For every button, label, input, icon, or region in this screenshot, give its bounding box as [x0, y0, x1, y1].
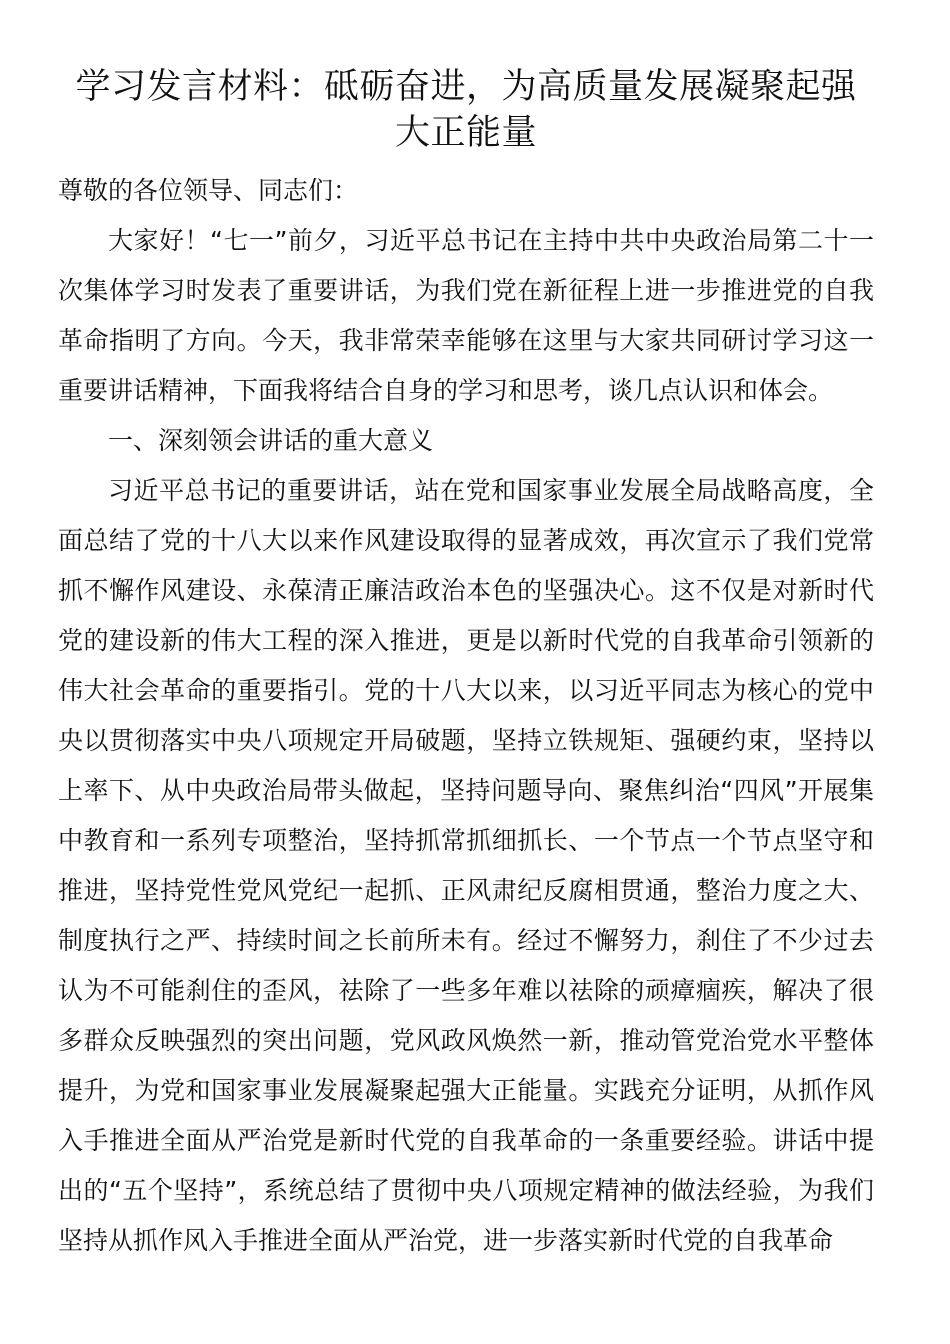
section-heading-1: 一、深刻领会讲话的重大意义: [108, 426, 434, 455]
salutation: 尊敬的各位领导、同志们：: [58, 176, 359, 205]
document-title: 学习发言材料：砥砺奋进，为高质量发展凝聚起强大正能量: [75, 67, 857, 153]
section-body-1: 习近平总书记的重要讲话，站在党和国家事业发展全局战略高度，全面总结了党的十八大以来作风建设取得的显著成效，再次宣示了我们党常抓不懈作风建设、永葆清正廉洁政治本色的坚强决心。这不仅是对新时代党的建设新的伟大工程的深入推进，更是以新时代党的自我革命引领新的伟大社会革命的重要指引。党的十八大以来，以习近平同志为核心的党中央以贯彻落实中央八项规定开局破题，坚持立铁规矩、强硬约束，坚持以上率下、从中央政治局带头做起，坚持问题导向、聚焦纠治“四风”开展集中教育和一系列专项整治，坚持抓常抓细抓长、一个节点一个节点坚守和推进，坚持党性党风党纪一起抓、正风肃纪反腐相贯通，整治力度之大、制度执行之严、持续时间之长前所未有。经过不懈努力，刹住了不少过去认为不可能刹住的歪风，祛除了一些多年难以祛除的顽瘴痼疾，解决了很多群众反映强烈的突出问题，党风政风焕然一新，推动管党治党水平整体提升，为党和国家事业发展凝聚起强大正能量。实践充分证明，从抓作风入手推进全面从严治党是新时代党的自我革命的一条重要经验。讲话中提出的“五个坚持”，系统总结了贯彻中央八项规定精神的做法经验，为我们坚持从抓作风入手推进全面从严治党，进一步落实新时代党的自我革命: [58, 476, 874, 1255]
intro-paragraph: 大家好！“七一”前夕，习近平总书记在主持中共中央政治局第二十一次集体学习时发表了重要讲话，为我们党在新征程上进一步推进党的自我革命指明了方向。今天，我非常荣幸能够在这里与大家共同研讨学习这一重要讲话精神，下面我将结合自身的学习和思考，谈几点认识和体会。: [58, 226, 874, 405]
